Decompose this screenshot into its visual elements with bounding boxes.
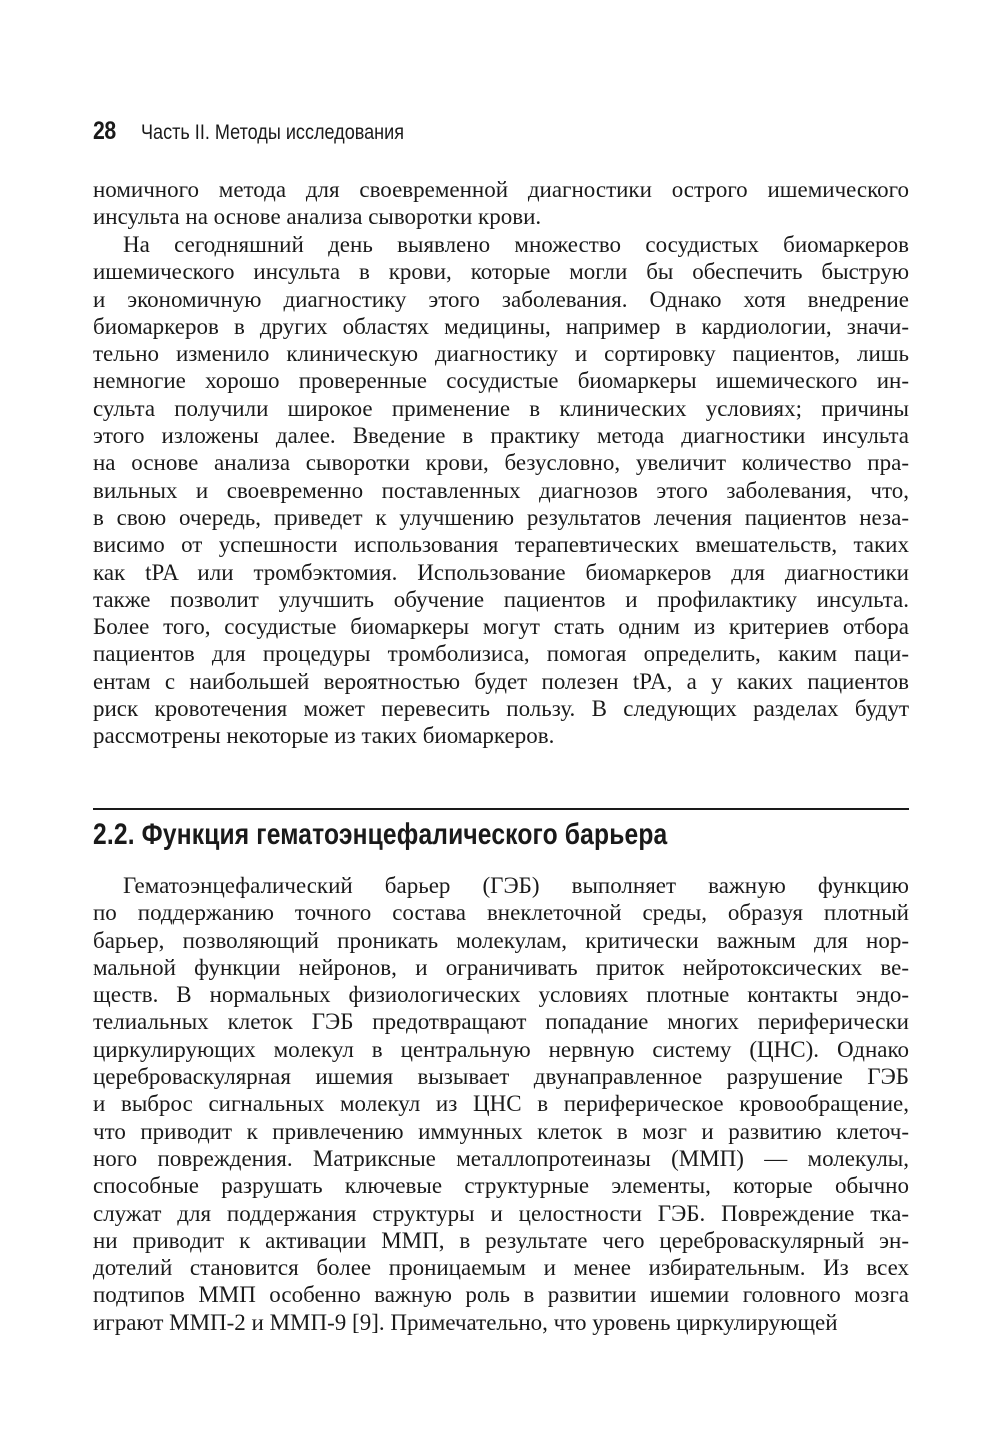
text-line: ществ. В нормальных физиологических условиях плотные контакты эндо- xyxy=(93,982,909,1008)
paragraph-1 xyxy=(93,176,909,231)
text-line: рассмотрены некоторые из таких биомаркеров. xyxy=(93,723,555,749)
text-line: висимо от успешности использования терапевтических вмешательств, таких xyxy=(93,532,909,558)
text-line: играют ММП-2 и ММП-9 [9]. Примечательно, что уровень циркулирующей xyxy=(93,1309,838,1335)
running-title: Часть II. Методы исследования xyxy=(141,121,405,144)
text-line: телиальных клеток ГЭБ предотвращают попадание многих периферически xyxy=(93,1009,909,1035)
text-line: служат для поддержания структуры и целостности ГЭБ. Повреждение тка- xyxy=(93,1200,909,1226)
text-line: риск кровотечения может перевесить пользу. В следующих разделах будут xyxy=(93,696,909,722)
text-line: номичного метода для своевременной диагностики острого ишемического xyxy=(93,177,909,202)
text-line: На сегодняшний день выявлено множество сосудистых биомаркеров xyxy=(123,232,909,257)
text-line: на основе анализа сыворотки крови, безусловно, увеличит количество пра- xyxy=(93,450,909,476)
page-number: 28 xyxy=(93,117,116,145)
text-line: цереброваскулярная ишемия вызывает двунаправленное разрушение ГЭБ xyxy=(93,1064,909,1090)
text-line: дотелий становится более проницаемым и менее избирательным. Из всех xyxy=(93,1255,909,1281)
text-line: биомаркеров в других областях медицины, например в кардиологии, значи- xyxy=(93,313,909,339)
text-line: вильных и своевременно поставленных диагнозов этого заболевания, что, xyxy=(93,477,909,503)
text-line: также позволит улучшить обучение пациентов и профилактику инсульта. xyxy=(93,586,909,612)
text-line: ишемического инсульта в крови, которые могли бы обеспечить быструю xyxy=(93,259,909,285)
text-line: как tPA или тромбэктомия. Использование биомаркеров для диагностики xyxy=(93,559,909,585)
text-line: немногие хорошо проверенные сосудистые биомаркеры ишемического ин- xyxy=(93,368,909,394)
text-line: ни приводит к активации ММП, в результате чего цереброваскулярный эн- xyxy=(93,1227,909,1253)
text-line: пациентов для процедуры тромболизиса, помогая определить, каким паци- xyxy=(93,641,909,667)
paragraph-2 xyxy=(93,231,909,750)
text-line: сульта получили широкое применение в клинических условиях; причины xyxy=(93,395,909,421)
text-line: барьер, позволяющий проникать молекулам, критически важным для нор- xyxy=(93,927,909,953)
section-divider xyxy=(93,808,909,810)
section-heading: 2.2. Функция гематоэнцефалического барьера xyxy=(93,818,668,851)
text-line: ного повреждения. Матриксные металлопротеиназы (ММП) — молекулы, xyxy=(93,1145,909,1171)
text-line: и выброс сигнальных молекул из ЦНС в периферическое кровообращение, xyxy=(93,1091,909,1117)
text-line: мальной функции нейронов, и ограничивать приток нейротоксических ве- xyxy=(93,954,909,980)
text-line: Более того, сосудистые биомаркеры могут стать одним из критериев отбора xyxy=(93,614,909,640)
text-line: что приводит к привлечению иммунных клеток в мозг и развитию клеточ- xyxy=(93,1118,909,1144)
text-line: этого изложены далее. Введение в практику метода диагностики инсульта xyxy=(93,423,909,449)
text-line: подтипов ММП особенно важную роль в развитии ишемии головного мозга xyxy=(93,1282,909,1308)
text-line: циркулирующих молекул в центральную нервную систему (ЦНС). Однако xyxy=(93,1036,909,1062)
text-line: ентам с наибольшей вероятностью будет полезен tPA, а у каких пациентов xyxy=(93,668,909,694)
text-line: Гематоэнцефалический барьер (ГЭБ) выполняет важную функцию xyxy=(123,873,909,898)
running-header xyxy=(93,117,447,147)
text-line: и экономичную диагностику этого заболевания. Однако хотя внедрение xyxy=(93,286,909,312)
text-line: в свою очередь, приведет к улучшению результатов лечения пациентов неза- xyxy=(93,504,909,530)
text-line: тельно изменило клиническую диагностику и сортировку пациентов, лишь xyxy=(93,341,909,367)
text-line: инсульта на основе анализа сыворотки крови. xyxy=(93,204,542,230)
text-line: способные разрушать ключевые структурные элементы, которые обычно xyxy=(93,1173,909,1199)
text-line: по поддержанию точного состава внеклеточной среды, образуя плотный xyxy=(93,900,909,926)
paragraph-3 xyxy=(93,872,909,1336)
